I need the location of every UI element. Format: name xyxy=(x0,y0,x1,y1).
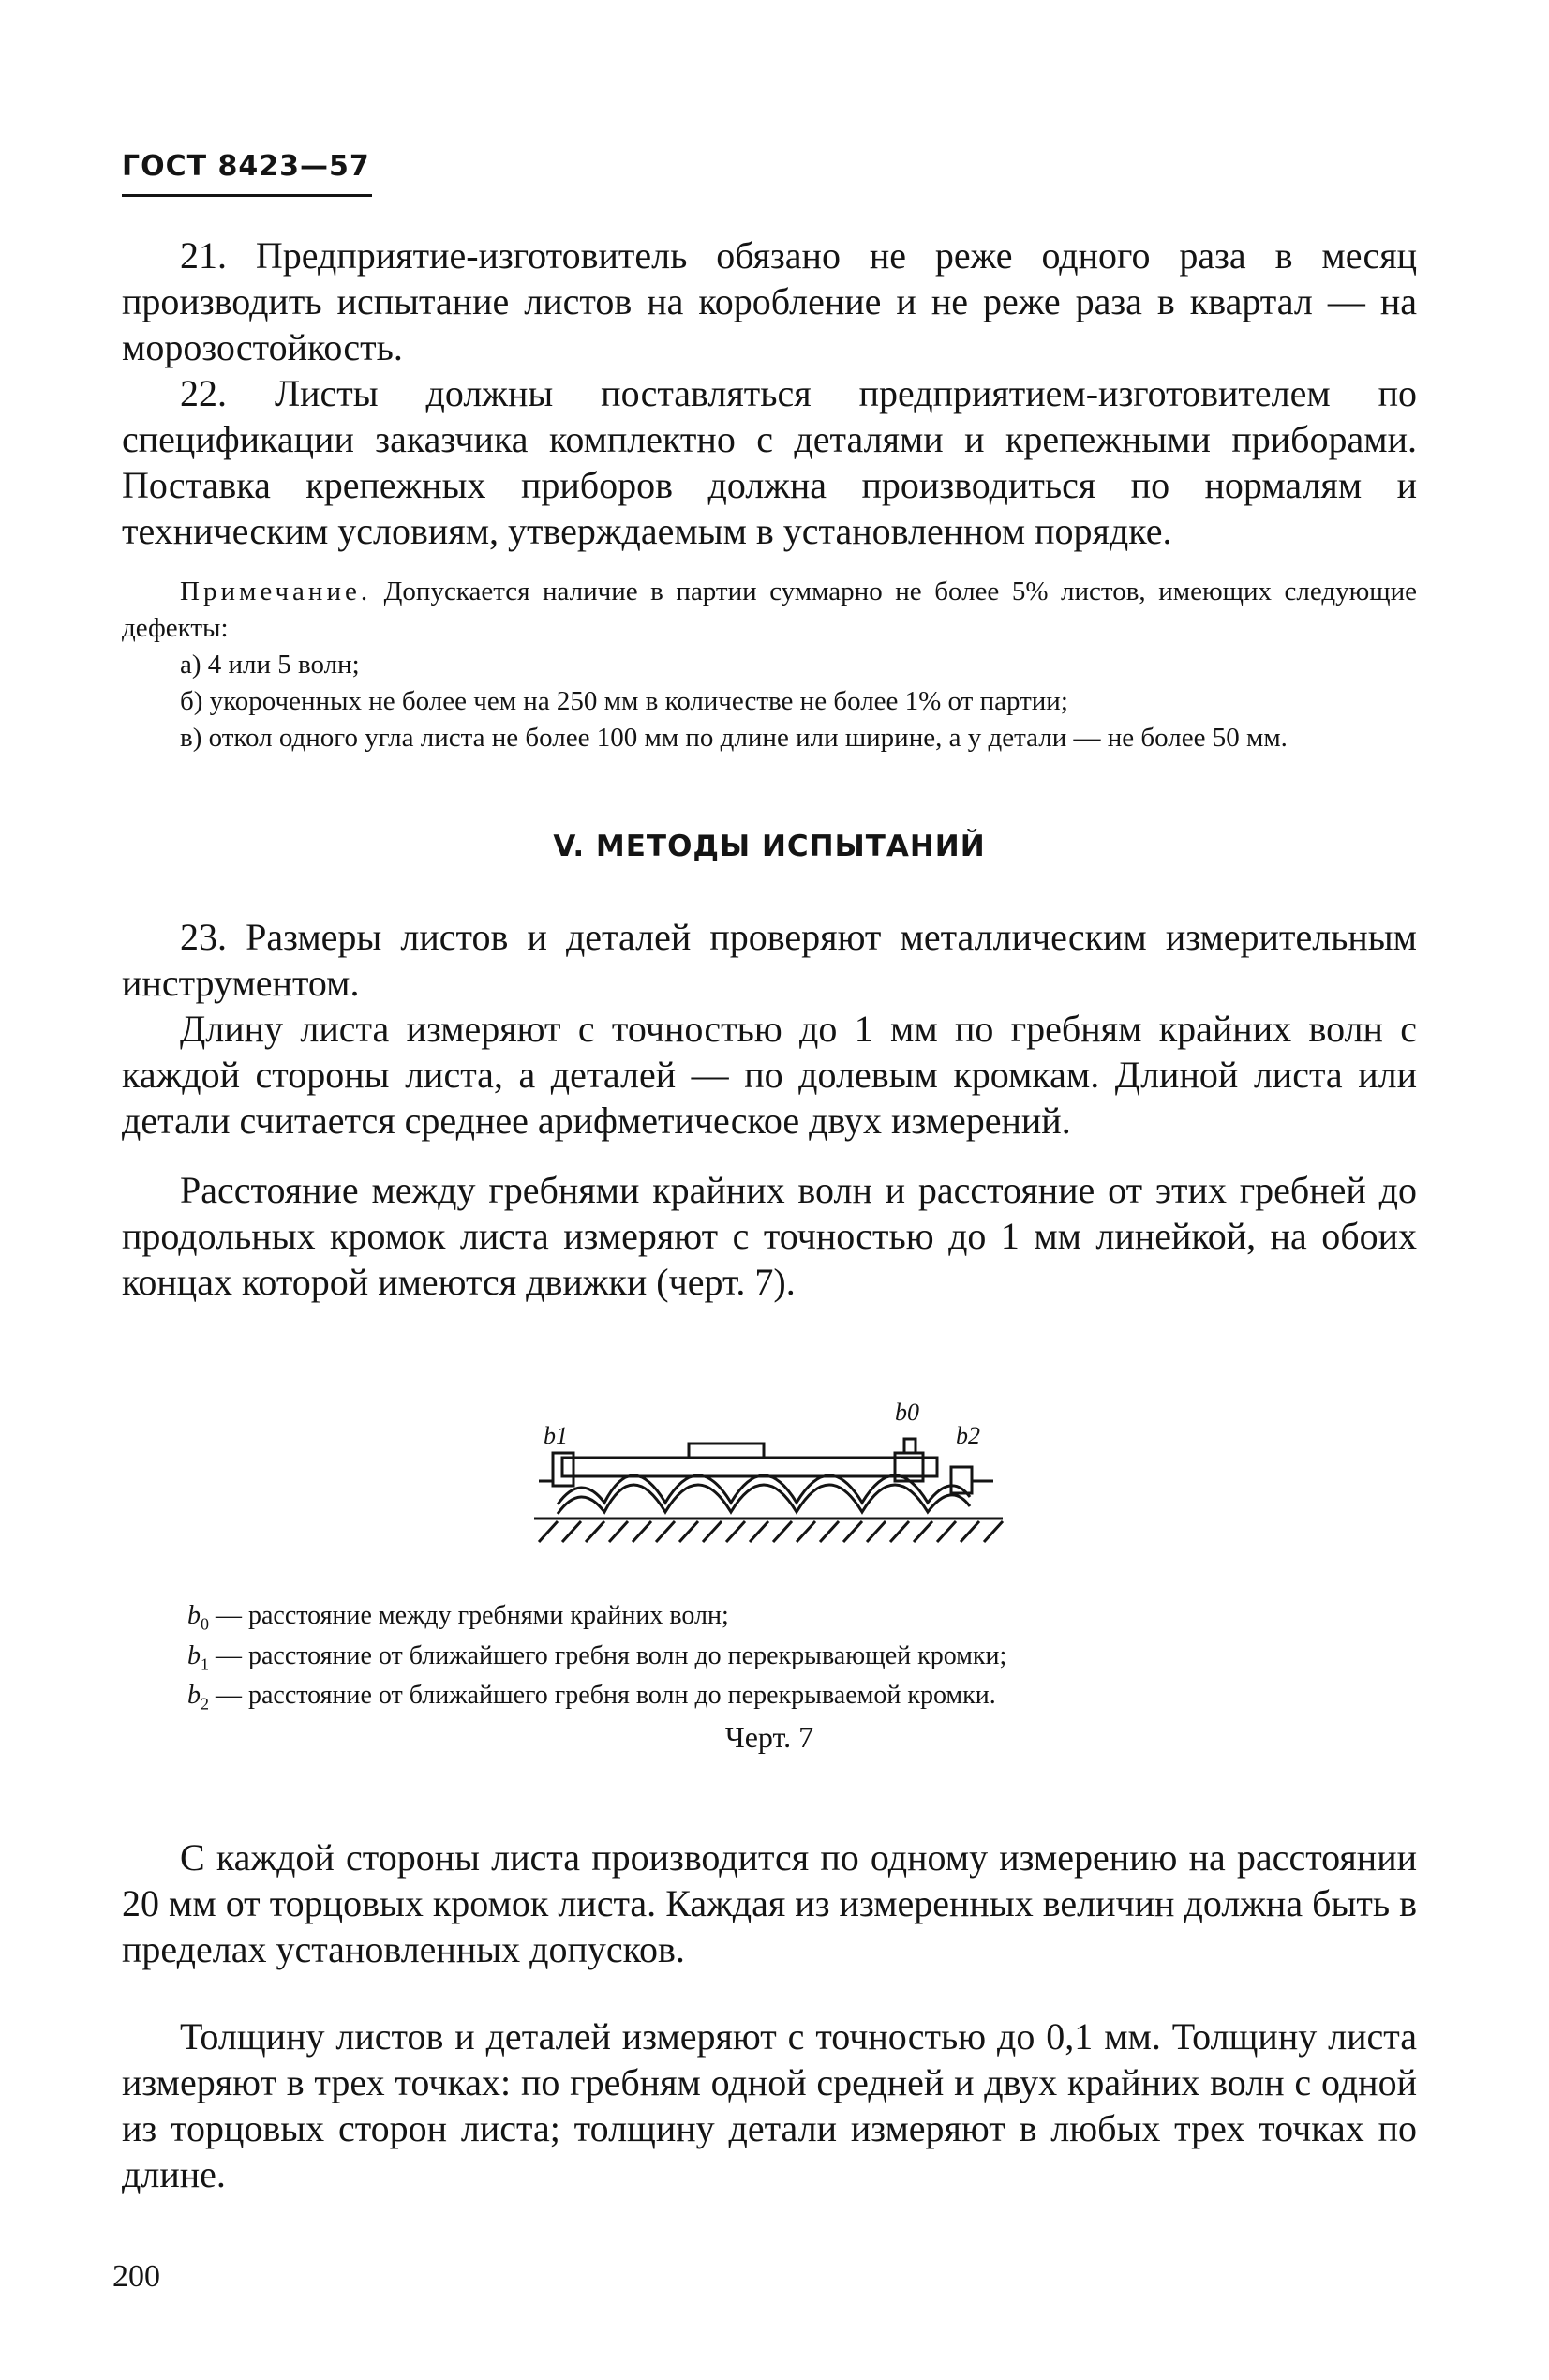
legend-b1-symbol: b xyxy=(187,1640,201,1670)
legend-b2-symbol: b xyxy=(187,1681,201,1711)
legend-b0-symbol: b xyxy=(187,1601,201,1630)
legend-b1-subscript: 1 xyxy=(201,1654,209,1674)
legend-b0-text: — расстояние между гребнями крайних волн; xyxy=(209,1601,729,1630)
label-b2: b2 xyxy=(956,1422,980,1449)
paragraph-21: 21. Предприятие-изготовитель обязано не реже одного раза в месяц производить испытание листов на коробление и не реже раза в квартал — на морозостойкость. xyxy=(122,234,1417,368)
legend-b2-text: — расстояние от ближайшего гребня волн до перекрываемой кромки. xyxy=(209,1681,996,1711)
note-intro xyxy=(122,574,1417,647)
drawing-7 xyxy=(525,1401,1012,1561)
paragraph-22: 22. Листы должны поставляться предприятием-изготовителем по спецификации заказчика комплектно с деталями и крепежными приборами. Поставка крепежных приборов должна производиться по нормалям и техническим условиям, утверждаемым в установленном порядке. xyxy=(122,372,1417,552)
note-label: Примечание. xyxy=(180,576,372,606)
legend-b2-subscript: 2 xyxy=(201,1694,209,1714)
note-text: Допускается наличие в партии суммарно не более 5% листов, имеющих следующие дефекты: xyxy=(122,576,1417,643)
legend-b0 xyxy=(187,1600,1359,1640)
note-block xyxy=(122,574,1417,756)
section-title: V. МЕТОДЫ ИСПЫТАНИЙ xyxy=(553,830,986,863)
note-item-b: б) укороченных не более чем на 250 мм в количестве не более 1% от партии; xyxy=(180,686,1068,716)
paragraph-23: 23. Размеры листов и деталей проверяют металлическим измерительным инструментом. xyxy=(122,916,1417,1004)
legend-b0-subscript: 0 xyxy=(201,1614,209,1634)
paragraph-thickness: Толщину листов и деталей измеряют с точностью до 0,1 мм. Толщину листа измеряют в трех точках: по гребням одной средней и двух крайних волн с одной из торцовых сторон листа; толщину детали измеряют в любых трех точках по длине. xyxy=(122,2015,1417,2195)
paragraph-23-length: Длину листа измеряют с точностью до 1 мм по гребням крайних волн с каждой стороны листа, а деталей — по долевым кромкам. Длиной листа или детали считается среднее арифметическое двух измерений. xyxy=(122,1008,1417,1142)
legend-b1 xyxy=(187,1640,1359,1681)
page-number: 200 xyxy=(112,2259,160,2294)
page-header: ГОСТ 8423—57 xyxy=(122,150,370,183)
label-b1: b1 xyxy=(544,1422,568,1449)
legend-b1-text: — расстояние от ближайшего гребня волн до перекрывающей кромки; xyxy=(209,1640,1007,1670)
legend-b2 xyxy=(187,1680,1359,1720)
header-rule xyxy=(122,194,372,197)
figure-legend xyxy=(187,1600,1359,1720)
note-item-a: а) 4 или 5 волн; xyxy=(180,650,360,680)
note-item-c: в) откол одного угла листа не более 100 мм по длине или ширине, а у детали — не более 50 мм. xyxy=(180,723,1288,753)
paragraph-edge-measurement: С каждой стороны листа производится по одному измерению на расстоянии 20 мм от торцовых кромок листа. Каждая из измеренных величин должна быть в пределах установленных допусков. xyxy=(122,1836,1417,1970)
figure-caption: Черт. 7 xyxy=(724,1720,814,1754)
label-b0: b0 xyxy=(895,1401,919,1426)
paragraph-23-distance: Расстояние между гребнями крайних волн и расстояние от этих гребней до продольных кромок листа измеряют с точностью до 1 мм линейкой, на обоих концах которой имеются движки (черт. 7). xyxy=(122,1169,1417,1303)
